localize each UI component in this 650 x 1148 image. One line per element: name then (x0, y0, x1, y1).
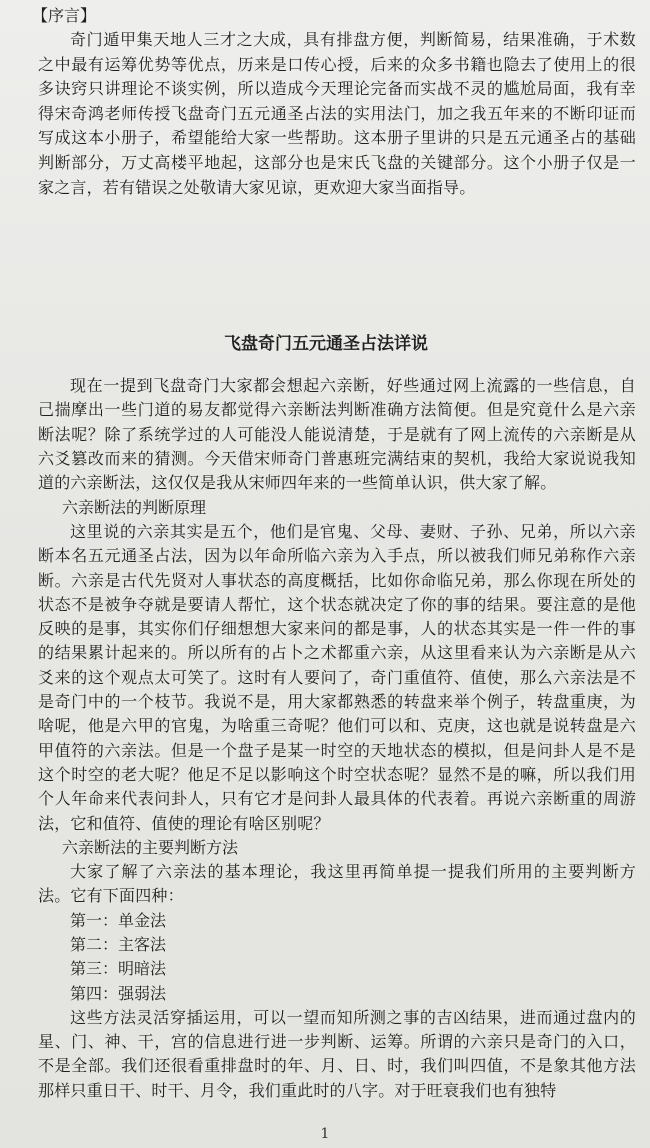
main-section (38, 332, 636, 1103)
section-heading-principle: 六亲断法的判断原理 (62, 497, 207, 517)
list-item: 第一：单金法 (70, 910, 167, 930)
principle-paragraph: 这里说的六亲其实是五个，他们是官鬼、父母、妻财、子孙、兄弟，所以六亲断本名五元通圣占法，因为以年命所临六亲为入手点，所以被我们师兄弟称作六亲断。六亲是古代先贤对人事状态的高度概括，比如你命临兄弟，那么你现在所处的状态不是被争夺就是要请人帮忙，这个状态就决定了你的事的结果。要注意的是他反映的是事，其实你们仔细想想大家来问的都是事，人的状态其实是一件一件的事的结果累计起来的。所以所有的占卜之术都重六亲，从这里看来认为六亲断是从六爻来的这个观点太可笑了。这时有人要问了，奇门重值符、值使，那么六亲法是不是奇门中的一个枝节。我说不是，用大家都熟悉的转盘来举个例子，转盘重庚，为啥呢，他是六甲的官鬼，为啥重三奇呢？他们可以和、克庚，这也就是说转盘是六甲值符的六亲法。但是一个盘子是某一时空的天地状态的模拟，但是问卦人是不是这个时空的老大呢？他足不足以影响这个时空状态呢？显然不是的嘛，所以我们用个人年命来代表问卦人，只有它才是问卦人最具体的代表着。再说六亲断重的周游法，它和值符、值使的理论有啥区别呢？ (38, 521, 636, 833)
methods-list (38, 909, 636, 1006)
methods-intro-paragraph: 大家了解了六亲法的基本理论，我这里再简单提一提我们所用的主要判断方法。它有下面四种： (38, 862, 636, 906)
preface-paragraph: 奇门遁甲集天地人三才之大成，具有排盘方便，判断简易，结果准确，于术数之中最有运筹优势等优点，历来是口传心授，后来的众多书籍也隐去了使用上的很多诀窍只讲理论不谈实例，所以造成今天理论完备而实战不灵的尴尬局面，我有幸得宋奇鸿老师传授飞盘奇门五元通圣占法的实用法门，加之我五年来的不断印证而写成这本小册子，希望能给大家一些帮助。这本册子里讲的只是五元通圣占的基础判断部分，万丈高楼平地起，这部分也是宋氏飞盘的关键部分。这个小册子仅是一家之言，若有错误之处敬请大家见谅，更欢迎大家当面指导。 (38, 30, 636, 197)
list-item: 第三：明暗法 (70, 959, 167, 979)
closing-paragraph: 这些方法灵活穿插运用，可以一望而知所测之事的吉凶结果，进而通过盘内的星、门、神、干，宫的信息进行进一步判断、运筹。所谓的六亲只是奇门的入口，不是全部。我们还很看重排盘时的年、月、日、时，我们叫四值，不是象其他方法那样只重日干、时干、月令，我们重此时的八字。对于旺衰我们也有独特 (38, 1007, 636, 1100)
list-item: 第二：主客法 (70, 934, 167, 954)
preface-section (32, 4, 636, 200)
intro-paragraph: 现在一提到飞盘奇门大家都会想起六亲断，好些通过网上流露的一些信息，自己揣摩出一些门道的易友都觉得六亲断法判断准确方法简便。但是究竟什么是六亲断法呢？除了系统学过的人可能没人能说清楚，于是就有了网上流传的六亲断是从六爻篡改而来的猜测。今天借宋师奇门普惠班完满结束的契机，我给大家说说我知道的六亲断法，这仅仅是我从宋师四年来的一些简单认识，供大家了解。 (38, 376, 636, 493)
section-heading-methods: 六亲断法的主要判断方法 (62, 837, 239, 857)
chapter-title: 飞盘奇门五元通圣占法详说 (224, 334, 428, 355)
list-item: 第四：强弱法 (70, 983, 167, 1003)
preface-heading: 【序言】 (32, 6, 97, 25)
page-number: 1 (320, 1126, 330, 1142)
